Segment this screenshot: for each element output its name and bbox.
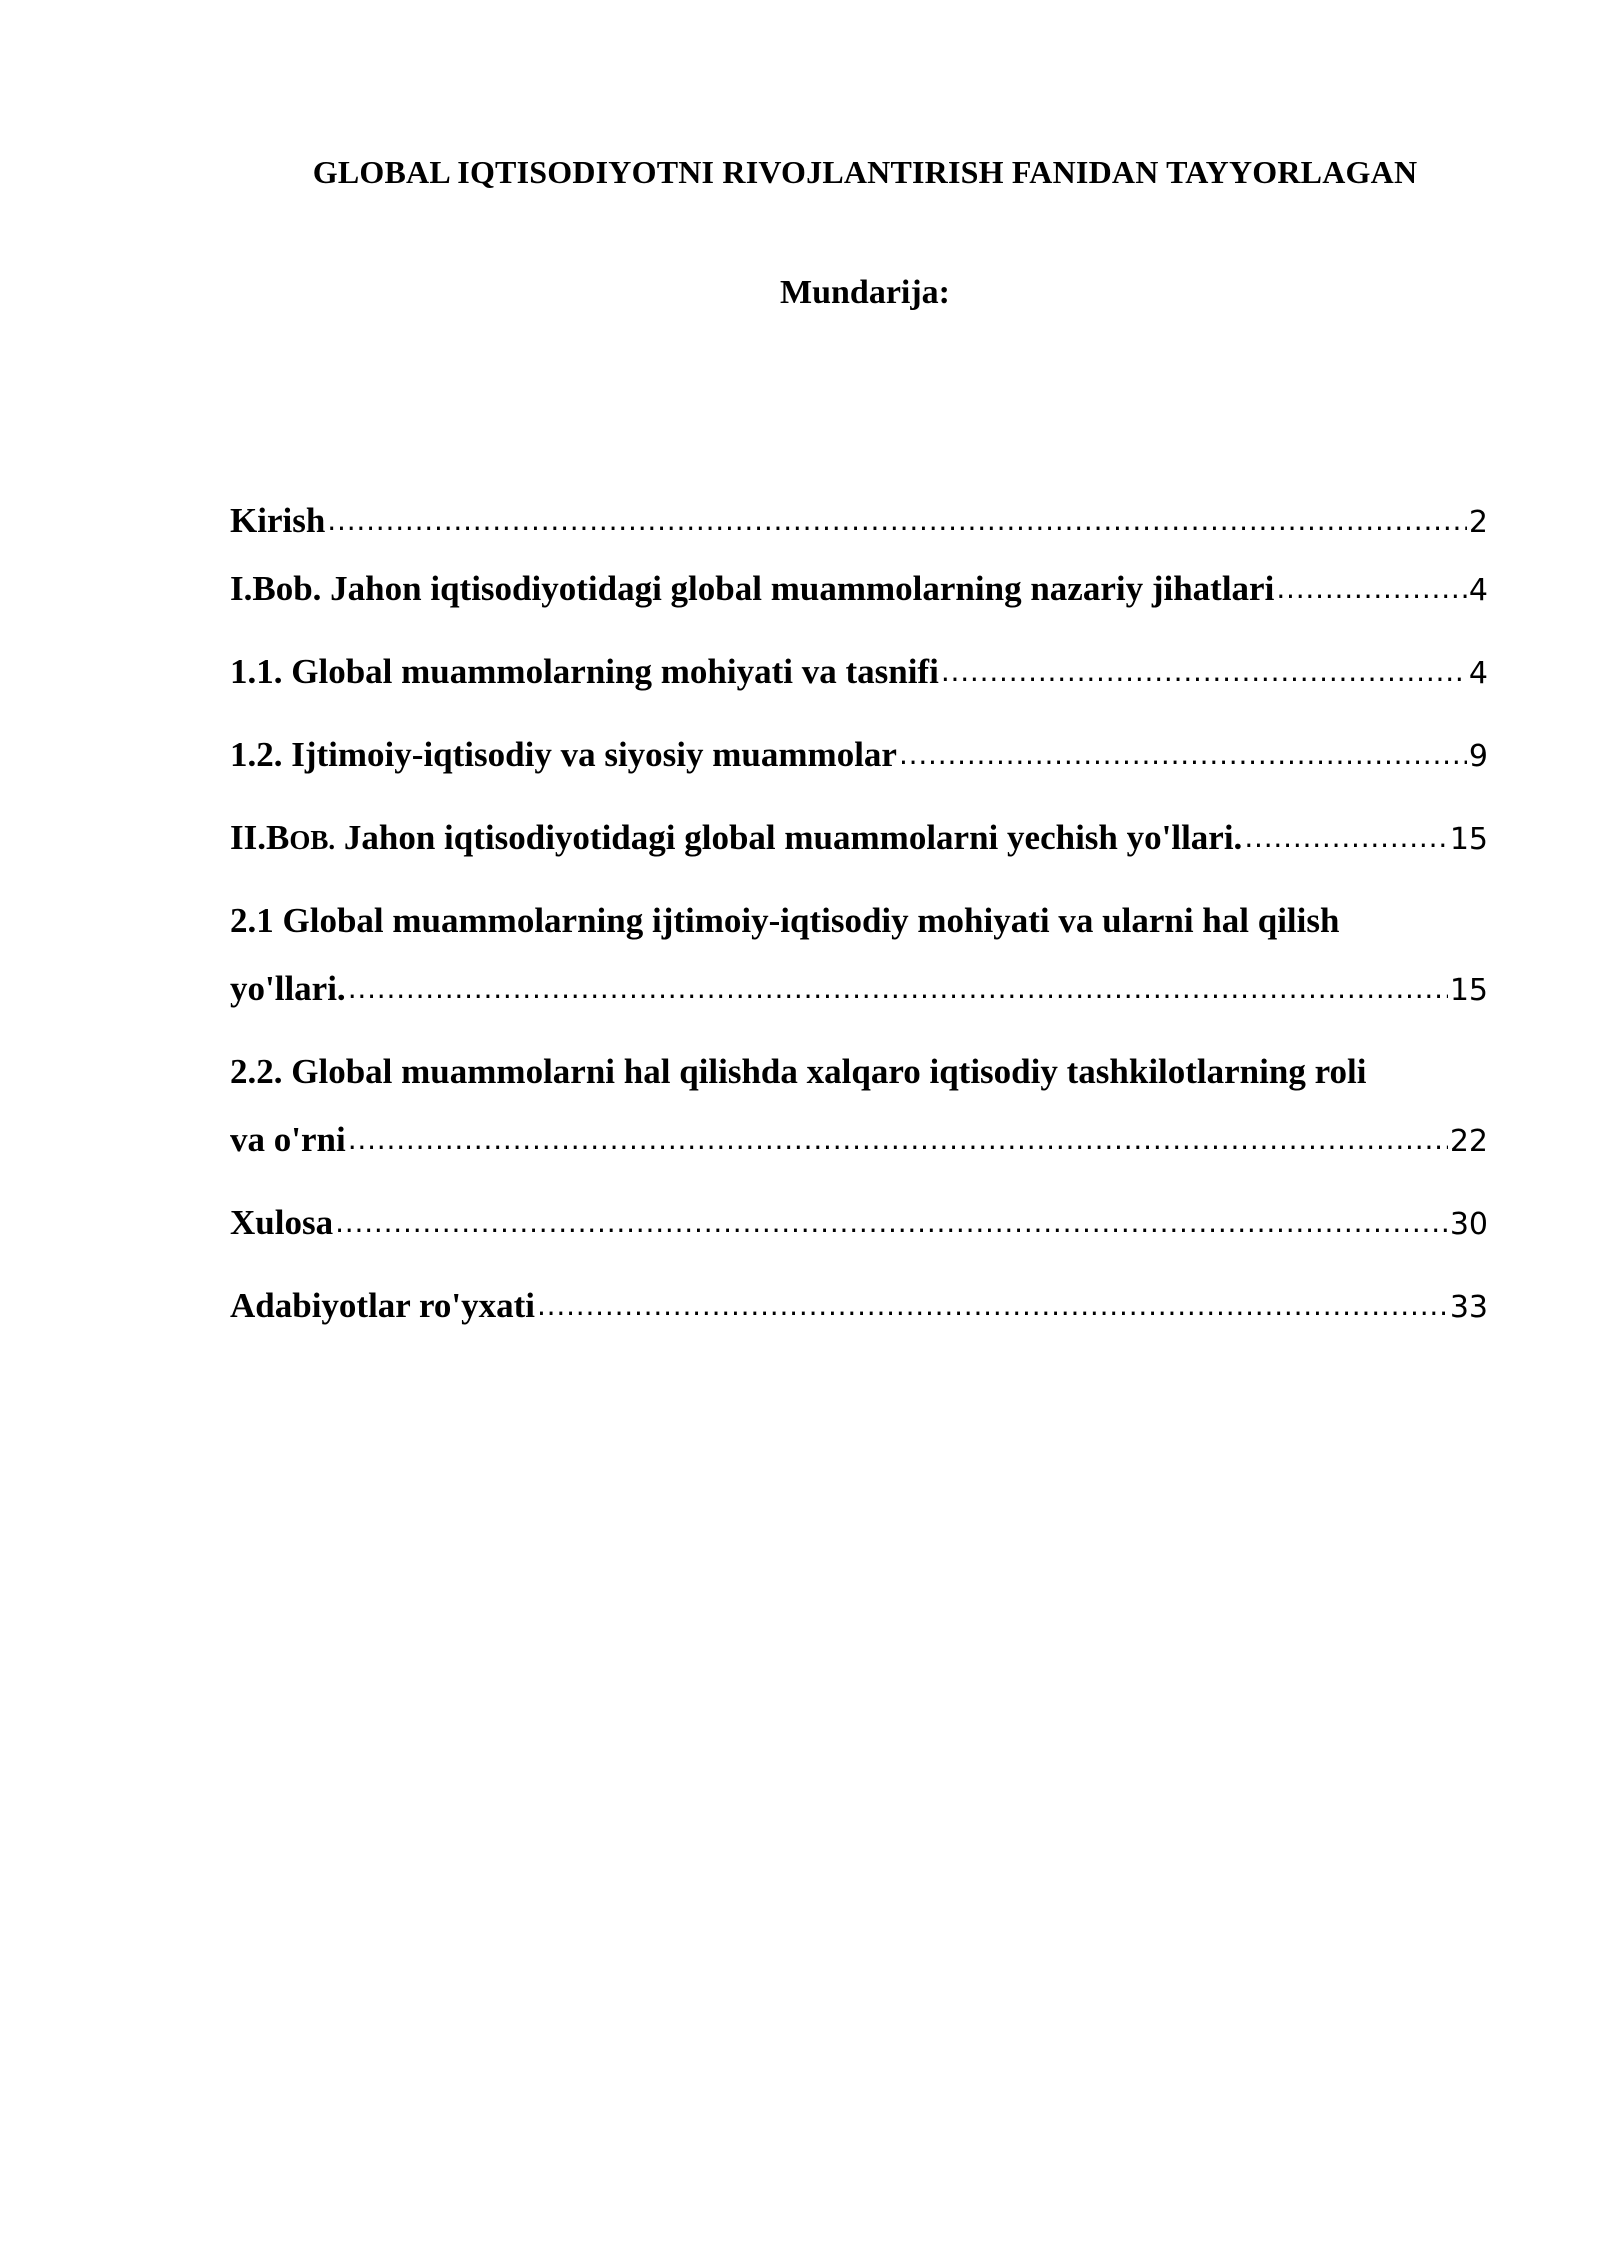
toc-leader-dots [899,731,1467,779]
toc-entry-title: I.Bob. Jahon iqtisodiyotidagi global muammolarning nazariy jihatlari [230,569,1275,608]
toc-page-number: 15 [1449,822,1488,857]
toc-leader-dots [348,965,1448,1013]
toc-entry-xulosa[interactable] [230,1199,1488,1282]
toc-page-number: 30 [1449,1207,1488,1242]
toc-entry-title-continuation: yo'llari. [230,969,346,1008]
toc-leader-dots [335,1199,1448,1247]
toc-entry-section-1-1[interactable] [230,648,1488,731]
toc-page-number: 15 [1449,973,1488,1008]
toc-page-number: 33 [1449,1290,1488,1325]
toc-entry-title [230,814,1242,864]
toc-entry-title: 1.2. Ijtimoiy-iqtisodiy va siyosiy muammolar [230,735,897,774]
toc-entry-section-1-2[interactable] [230,731,1488,814]
toc-entry-chapter-1[interactable] [230,565,1488,648]
toc-entry-adabiyotlar[interactable] [230,1282,1488,1365]
toc-entry-title: 2.2. Global muammolarni hal qilishda xalqaro iqtisodiy tashkilotlarning roli [230,1052,1367,1091]
toc-entry-title: 2.1 Global muammolarning ijtimoiy-iqtisodiy mohiyati va ularni hal qilish [230,901,1340,940]
toc-entry-title-prefix: II.B [230,818,290,857]
toc-entry-title-suffix: Jahon iqtisodiyotidagi global muammolarni yechish yo'llari. [335,818,1243,857]
toc-entry-title-continuation: va o'rni [230,1120,346,1159]
toc-page-number: 2 [1468,505,1488,540]
toc-heading: Mundarija: [780,274,950,311]
toc-entry-section-2-2[interactable] [230,1048,1488,1199]
toc-leader-dots [1244,814,1448,862]
toc-page-number: 9 [1468,739,1488,774]
toc-leader-dots [537,1282,1448,1330]
toc-entry-section-2-1[interactable] [230,897,1488,1048]
toc-entry-title: Kirish [230,501,326,540]
table-of-contents [230,497,1488,1365]
toc-page-number: 4 [1468,573,1488,608]
toc-leader-dots [348,1116,1448,1164]
document-title: GLOBAL IQTISODIYOTNI RIVOJLANTIRISH FANIDAN TAYYORLAGAN [312,154,1418,190]
toc-entry-kirish[interactable] [230,497,1488,565]
toc-leader-dots [327,497,1467,545]
toc-entry-title: Xulosa [230,1203,334,1242]
toc-entry-title-smallcaps: OB. [289,825,336,855]
toc-entry-title: 1.1. Global muammolarning mohiyati va tasnifi [230,652,939,691]
toc-leader-dots [1276,565,1467,613]
toc-leader-dots [941,648,1467,696]
toc-page-number: 4 [1468,656,1488,691]
toc-entry-title: Adabiyotlar ro'yxati [230,1286,535,1325]
toc-entry-chapter-2[interactable] [230,814,1488,897]
toc-page-number: 22 [1449,1124,1488,1159]
